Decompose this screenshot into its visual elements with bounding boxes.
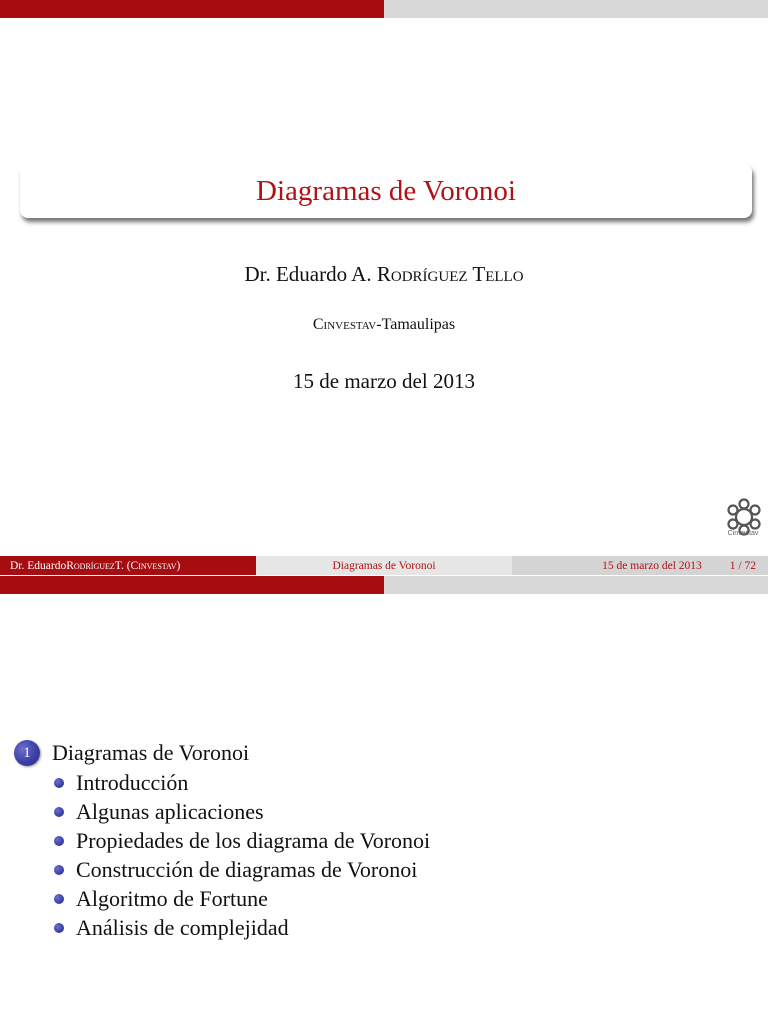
subsection-label: Construcción de diagramas de Voronoi (76, 856, 418, 882)
footer-author-suffix: ) (176, 559, 181, 572)
top-bar (0, 0, 768, 18)
toc-subsection[interactable] (54, 826, 430, 855)
top-bar-gray (384, 0, 768, 18)
subsection-label: Propiedades de los diagrama de Voronoi (76, 827, 431, 853)
subsection-label: Algunas aplicaciones (76, 798, 264, 824)
section-title: Diagramas de Voronoi (52, 740, 250, 765)
author-surname: Rodríguez Tello (376, 262, 524, 286)
author (0, 262, 768, 287)
footer-institution: Cinvestav (130, 559, 177, 572)
page-number: 1 / 72 (729, 559, 756, 572)
footer-date: 15 de marzo del 2013 (602, 559, 702, 572)
bullet-icon (54, 836, 64, 846)
presentation-date: 15 de marzo del 2013 (293, 369, 475, 393)
footer-author-surname: Rodríguez (66, 559, 115, 572)
footer-title: Diagramas de Voronoi (256, 556, 512, 575)
toc-subsection[interactable] (54, 797, 430, 826)
title-box (20, 164, 752, 218)
top-bar-red (0, 0, 384, 18)
table-of-contents (14, 738, 430, 942)
section-number-badge: 1 (14, 740, 40, 766)
bullet-icon (54, 807, 64, 817)
author-prefix: Dr. Eduardo A. (244, 262, 377, 286)
toc-subsection[interactable] (54, 768, 430, 797)
footer-author-mid: T. ( (114, 559, 131, 572)
bullet-icon (54, 778, 64, 788)
footer-author (0, 556, 256, 575)
toc-subsection[interactable] (54, 884, 430, 913)
top-bar-red (0, 576, 384, 594)
subsection-list (14, 768, 430, 942)
toc-subsection[interactable] (54, 855, 430, 884)
presentation-title: Diagramas de Voronoi (256, 174, 516, 207)
institution-name: Cinvestav (312, 316, 377, 333)
logo-caption: Cinvestav (727, 530, 759, 537)
subsection-label: Algoritmo de Fortune (76, 885, 268, 911)
top-bar-gray (384, 576, 768, 594)
subsection-label: Análisis de complejidad (76, 914, 289, 940)
outline-slide (0, 576, 768, 1024)
toc-section[interactable] (14, 738, 430, 768)
footer-bar (0, 556, 768, 575)
bullet-icon (54, 865, 64, 875)
institution (0, 316, 768, 334)
institution-location: -Tamaulipas (376, 316, 456, 333)
bullet-icon (54, 923, 64, 933)
top-bar (0, 576, 768, 594)
bullet-icon (54, 894, 64, 904)
footer-right (512, 556, 768, 575)
toc-subsection[interactable] (54, 913, 430, 942)
footer-author-prefix: Dr. Eduardo (10, 559, 67, 572)
subsection-label: Introducción (76, 769, 189, 795)
